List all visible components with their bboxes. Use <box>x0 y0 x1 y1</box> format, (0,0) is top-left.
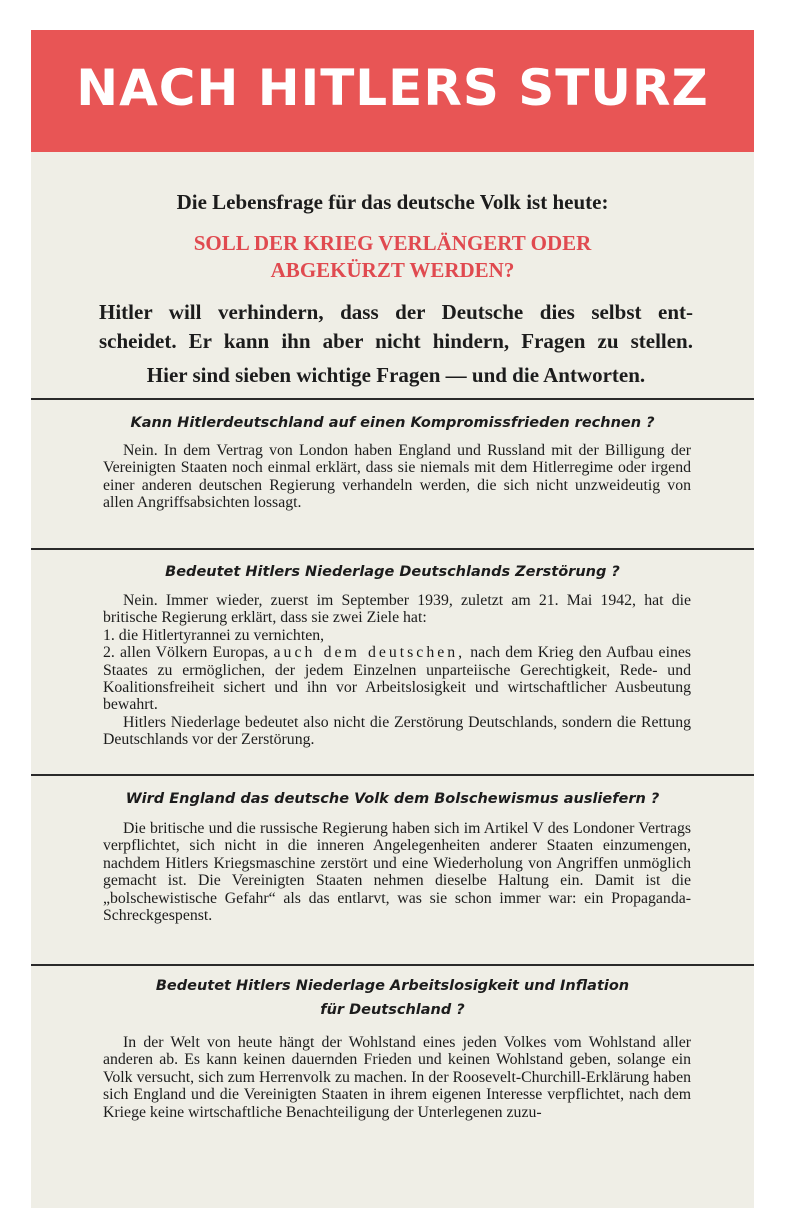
section-2-text-2: Hitlers Niederlage bedeutet also nicht die Zerstörung Deutschlands, sondern die Rettung Deutschlands vor der Zerstörung. <box>103 713 691 749</box>
intro-body-line-2: scheidet. Er kann ihn aber nicht hindern, Fragen zu stellen. <box>99 329 693 353</box>
section-1-paragraph <box>103 442 691 512</box>
section-2-heading: Bedeutet Hitlers Niederlage Deutschlands Zerstörung ? <box>165 564 620 580</box>
intro-body-line-1: Hitler will verhindern, dass der Deutsche dies selbst ent- <box>99 300 693 324</box>
intro-highlight-line-1: SOLL DER KRIEG VERLÄNGERT ODER <box>193 231 592 255</box>
section-2-paragraph <box>103 592 691 749</box>
section-2-item-2 <box>103 644 691 714</box>
section-2-item-2-spaced: auch dem deutschen, <box>273 644 466 662</box>
section-2-item-2-start: 2. allen Völkern Europas, <box>103 644 269 662</box>
intro-question: Die Lebensfrage für das deutsche Volk ist heute: <box>176 190 609 214</box>
section-4-paragraph <box>103 1034 691 1121</box>
section-3-paragraph <box>103 820 691 924</box>
leaflet-page <box>31 30 754 1208</box>
intro-highlight-line-2: ABGEKÜRZT WERDEN? <box>270 258 515 282</box>
section-4-heading-line-1: Bedeutet Hitlers Niederlage Arbeitslosigkeit und Inflation <box>155 978 630 994</box>
section-3-text: Die britische und die russische Regierung haben sich im Artikel V des Londoner Vertrags verpflichtet, sich nicht in die inneren Angelegenheiten anderer Staaten einzumengen, nachdem Hitlers Kriegsmaschine zerstört und eine Wiederholung von Angriffen unmöglich gemacht ist. Die Vereinigten Staaten nehmen dieselbe Haltung ein. Damit ist die „bolschewistische Gefahr“ als das entlarvt, was sie schon immer war: ein Propaganda-Schreckgespenst. <box>103 820 691 925</box>
intro-body <box>99 298 693 390</box>
section-2-text-1: Nein. Immer wieder, zuerst im September 1939, zuletzt am 21. Mai 1942, hat die britische Regierung erklärt, dass sie zwei Ziele hat: <box>103 592 691 627</box>
divider-3 <box>31 774 754 776</box>
section-2-item-1: 1. die Hitlertyrannei zu vernichten, <box>103 626 325 644</box>
divider-4 <box>31 964 754 966</box>
title-banner <box>31 30 754 152</box>
section-4-heading-line-2: für Deutschland ? <box>320 1002 465 1018</box>
intro-body-line-3: Hier sind sieben wichtige Fragen — und die Antworten. <box>146 363 646 387</box>
divider-1 <box>31 398 754 400</box>
section-3-heading: Wird England das deutsche Volk dem Bolschewismus ausliefern ? <box>125 791 660 807</box>
section-2-item-2-rest: nach dem Krieg den Aufbau eines Staates zu ermöglichen, der jedem Einzelnen unparteiische Gerechtigkeit, Rede- und Koalitionsfreiheit sichert und ihn vor Arbeitslosigkeit und wirtschaftlicher Ausbeutung bewahrt. <box>103 644 692 714</box>
banner-title: NACH HITLERS STURZ <box>76 59 709 117</box>
section-4-text: In der Welt von heute hängt der Wohlstand eines jeden Volkes vom Wohlstand aller anderen ab. Es kann keinen dauernden Frieden und keinen Wohlstand geben, solange ein Volk versucht, sich zum Herrenvolk zu machen. In der Roosevelt-Churchill-Erklärung haben sich England und die Vereinigten Staaten in ihrem eigenen Interesse verpflichtet, nach dem Kriege keine wirtschaftliche Benachteiligung der Unterlegenen zuzu- <box>103 1034 691 1121</box>
section-4-heading <box>71 974 714 1022</box>
section-1-text: Nein. In dem Vertrag von London haben England und Russland mit der Billigung der Vereinigten Staaten noch einmal erklärt, dass sie niemals mit dem Hitlerregime oder irgend einer anderen deutschen Regierung verhandeln werden, die sich nicht unzweideutig von allen Angriffsabsichten lossagt. <box>103 442 691 512</box>
divider-2 <box>31 548 754 550</box>
intro-highlight <box>31 230 754 284</box>
section-1-heading: Kann Hitlerdeutschland auf einen Kompromissfrieden rechnen ? <box>130 415 655 431</box>
